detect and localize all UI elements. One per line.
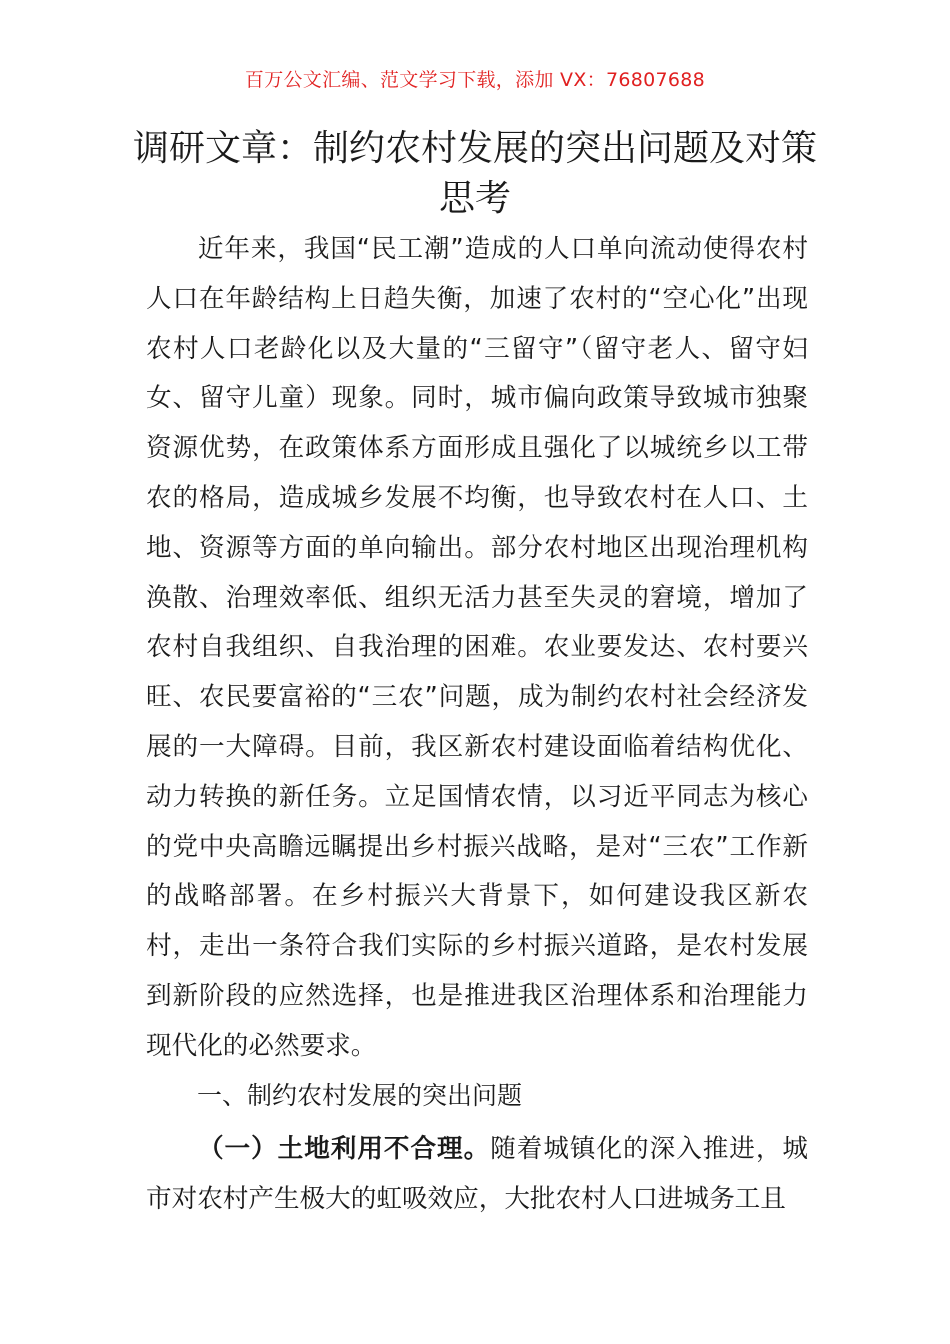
intro-paragraph-text: 近年来，我国“民工潮”造成的人口单向流动使得农村人口在年龄结构上日趋失衡，加速了农村的“空心化”出现农村人口老龄化以及大量的“三留守”（留守老人、留守妇女、留守儿童）现象。同时，城市偏向政策导致城市独聚资源优势，在政策体系方面形成且强化了以城统乡以工带农的格局，造成城乡发展不均衡，也导致农村在人口、土地、资源等方面的单向输出。部分农村地区出现治理机构涣散、治理效率低、组织无活力甚至失灵的窘境，增加了农村自我组织、自我治理的困难。农业要发达、农村要兴旺、农民要富裕的“三农”问题，成为制约农村社会经济发展的一大障碍。目前，我区新农村建设面临着结构优化、动力转换的新任务。立足国情农情，以习近平同志为核心的党中央高瞻远瞩提出乡村振兴战略，是对“三农”工作新的战略部署。在乡村振兴大背景下，如何建设我区新农村，走出一条符合我们实际的乡村振兴道路，是农村发展到新阶段的应然选择，也是推进我区治理体系和治理能力现代化的必然要求。 bbox=[146, 234, 808, 1061]
document-title: 调研文章：制约农村发展的突出问题及对策思考 bbox=[132, 128, 817, 219]
subsection-lead: （一）土地利用不合理。 bbox=[197, 1134, 491, 1164]
header-watermark-note: 百万公文汇编、范文学习下载，添加 VX：76807688 bbox=[244, 69, 706, 91]
section-heading: 一、制约农村发展的突出问题 bbox=[197, 1081, 523, 1110]
subsection-paragraph bbox=[146, 1125, 808, 1225]
subsection-text: 随着城镇化的深入推进，城市对农村产生极大的虹吸效应，大批农村人口进城务工且 bbox=[146, 1134, 808, 1214]
intro-paragraph bbox=[146, 225, 808, 1072]
